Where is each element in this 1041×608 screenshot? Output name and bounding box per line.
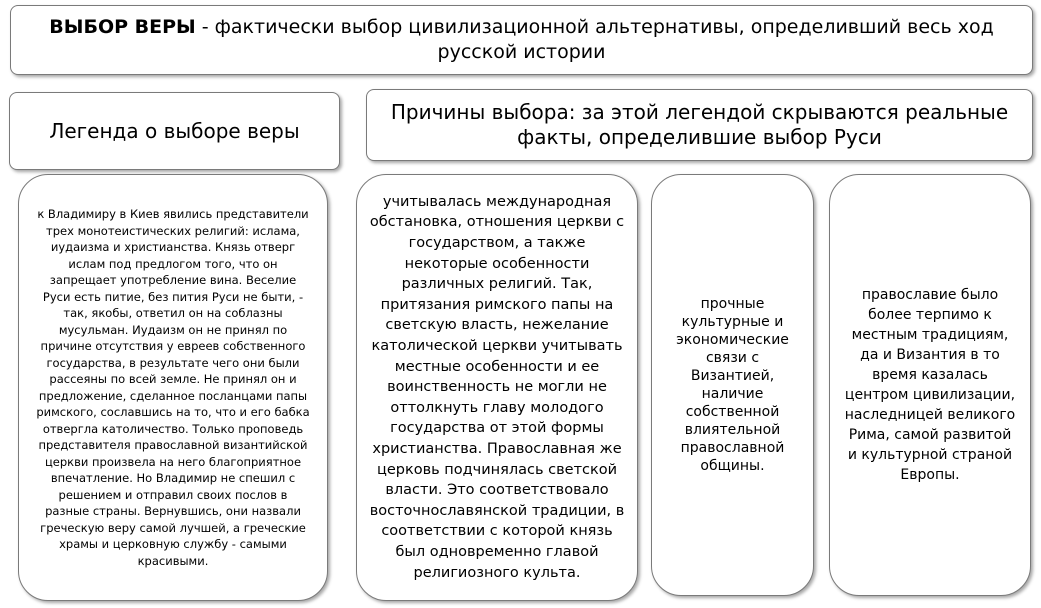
reasons-header-label: Причины выбора: за этой легендой скрываются реальные факты, определившие выбор Руси xyxy=(390,100,1009,149)
legend-header xyxy=(9,92,340,170)
legend-card xyxy=(18,174,328,601)
legend-header-label: Легенда о выборе веры xyxy=(49,119,300,143)
title-definition: - фактически выбор цивилизационной альтернативы, определивший весь ход русской истории xyxy=(195,16,994,63)
legend-text: к Владимиру в Киев явились представители трех монотеистических религий: ислама, иудаизма и христианства. Князь отверг ислам под предлогом того, что он запрещает употребление вина. Веселие Руси есть питие, без пития Руси не быти, - так, якобы, ответил он на соблазны мусульман. Иудаизм он не принял по причине отсутствия у евреев собственного государства, в результате чего они были рассеяны по всей земле. Не принял он и предложение, сделанное посланцами папы римского, сославшись на то, что и его бабка отвергла католичество. Только проповедь представителя православной византийской церкви произвела на него благоприятное впечатление. Но Владимир не спешил с решением и отправил своих послов в разные страны. Вернувшись, они назвали греческую веру самой лучшей, а греческие храмы и церковную службу - самыми красивыми. xyxy=(36,207,310,568)
reason-text: учитывалась международная обстановка, отношения церкви с государством, а также некоторые особенности различных религий. Так, притязания римского папы на светскую власть, нежелание католической церкви учитывать местные особенности и ее воинственность не могли не оттолкнуть главу молодого государства от этой формы христианства. Православная же церковь подчинялась светской власти. Это соответствовало восточнославянской традиции, в соответствии с которой князь был одновременно главой религиозного культа. xyxy=(369,193,625,581)
reason-card-international xyxy=(356,174,638,601)
reasons-header xyxy=(366,89,1033,161)
title-banner xyxy=(10,5,1033,75)
title-term: ВЫБОР ВЕРЫ xyxy=(49,16,196,38)
reason-card-byzantium-ties xyxy=(651,174,814,596)
reason-card-tolerance xyxy=(829,174,1031,596)
reason-text: прочные культурные и экономические связи с Византией, наличие собственной влиятельной православной общины. xyxy=(676,296,789,474)
reason-text: православие было более терпимо к местным традициям, да и Византия в то время казалась центром цивилизации, наследницей великого Рима, самой развитой и культурной страной Европы. xyxy=(844,287,1016,483)
title-text xyxy=(25,15,1018,65)
